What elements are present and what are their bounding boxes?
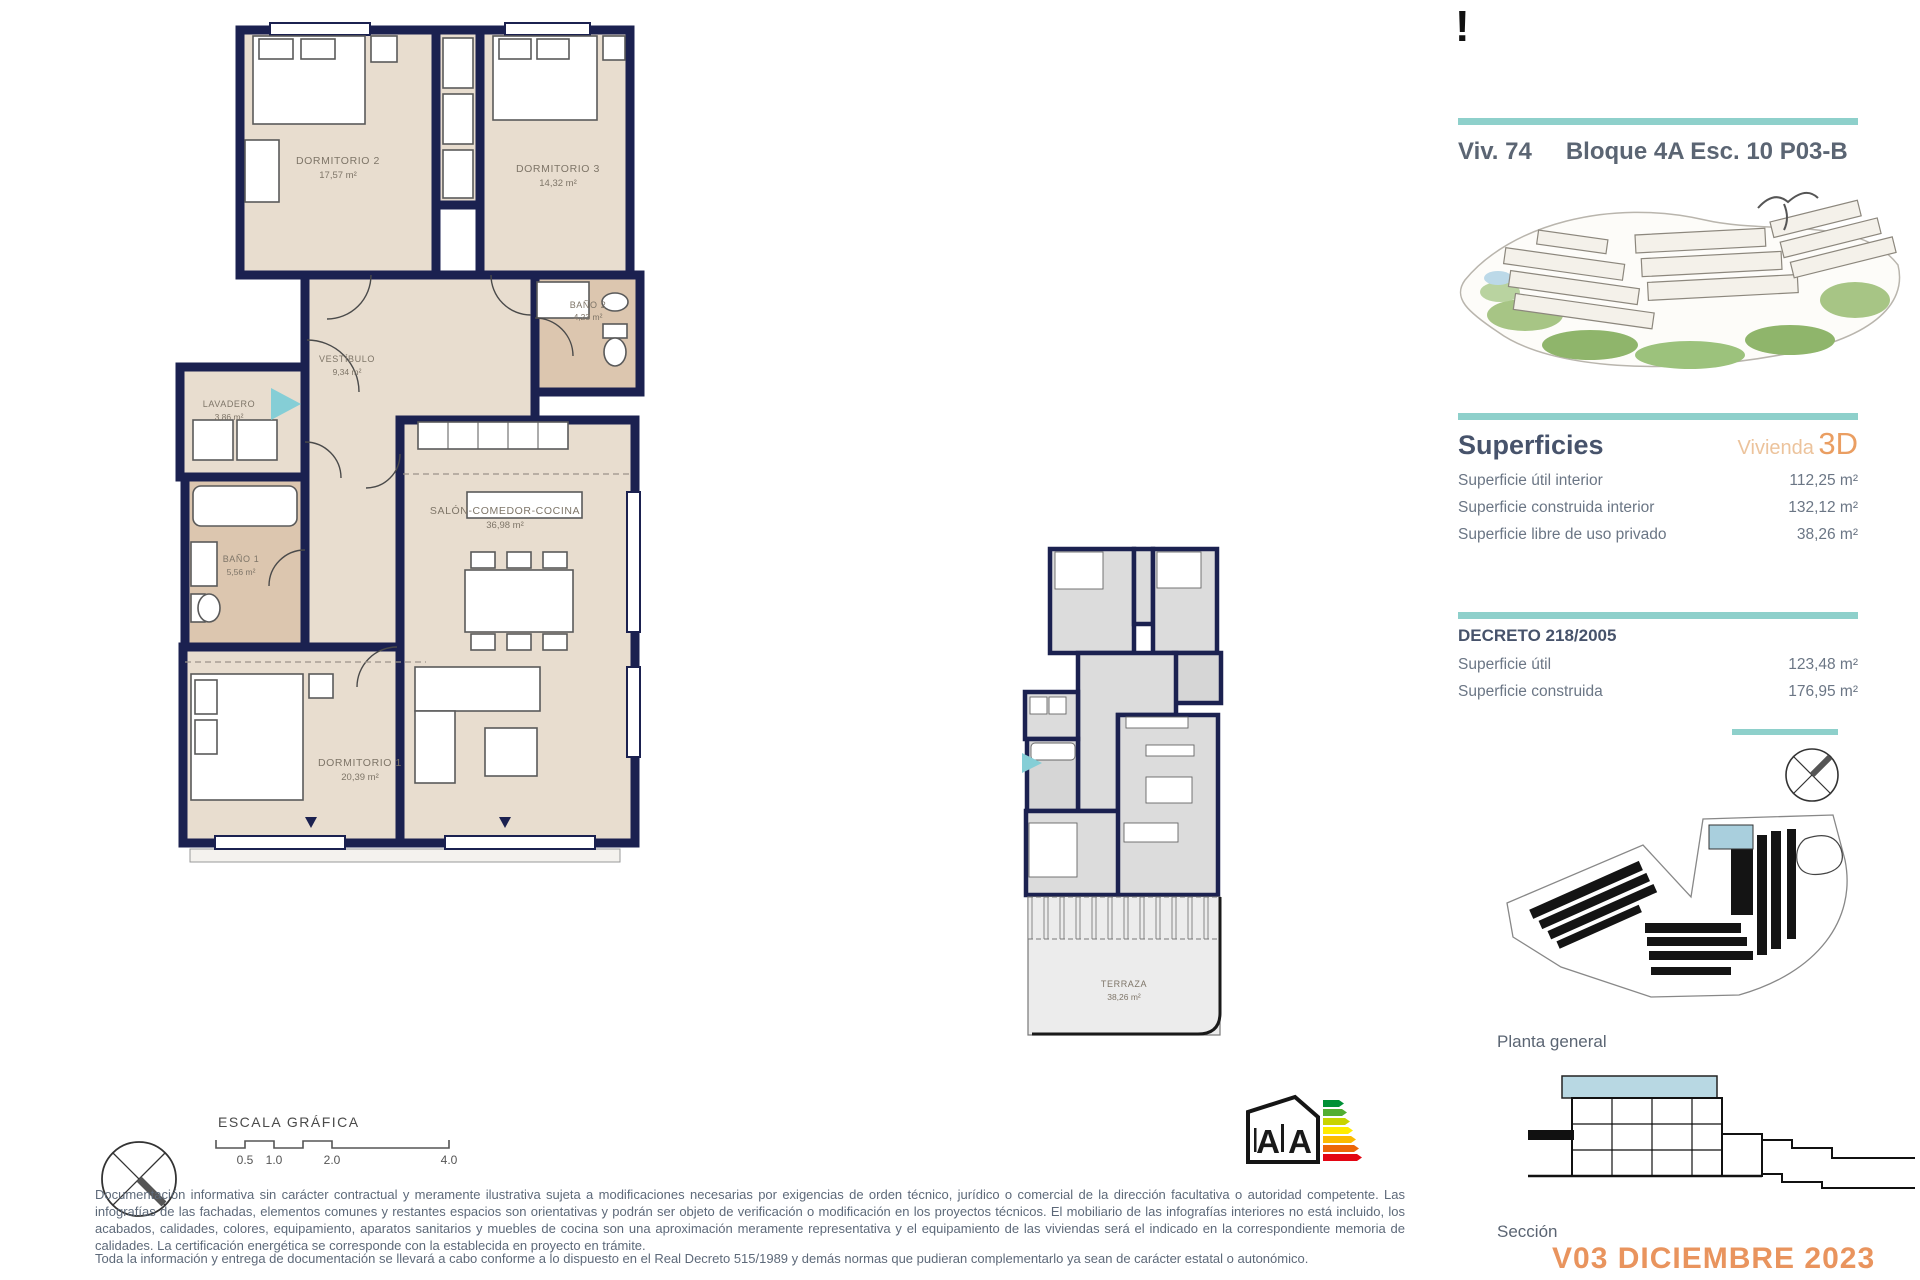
svg-text:LAVADERO: LAVADERO bbox=[202, 399, 256, 409]
toilet bbox=[604, 338, 626, 366]
svg-text:BAÑO 2: BAÑO 2 bbox=[569, 300, 607, 310]
svg-text:4,23 m²: 4,23 m² bbox=[573, 312, 603, 322]
planta-general-label: Planta general bbox=[1497, 1032, 1607, 1051]
svg-text:14,32 m²: 14,32 m² bbox=[539, 178, 577, 189]
svg-text:DORMITORIO 3: DORMITORIO 3 bbox=[515, 163, 601, 175]
superficies-row: Superficie libre de uso privado 38,26 m² bbox=[1458, 526, 1858, 543]
main-floor-plan bbox=[175, 22, 655, 867]
compass-icon bbox=[1782, 745, 1842, 805]
divider-teal-superficies bbox=[1458, 413, 1858, 420]
svg-text:DORMITORIO 1: DORMITORIO 1 bbox=[317, 757, 403, 769]
svg-text:0.5: 0.5 bbox=[236, 1153, 254, 1167]
decreto-row: Superficie útil 123,48 m² bbox=[1458, 656, 1858, 673]
energy-rating-icon bbox=[1243, 1092, 1363, 1170]
superficies-row: Superficie construida interior 132,12 m² bbox=[1458, 499, 1858, 516]
superficies-title: Superficies bbox=[1458, 430, 1604, 460]
svg-text:BAÑO 1: BAÑO 1 bbox=[222, 554, 260, 564]
aerial-render-sketch bbox=[1440, 180, 1920, 390]
pergola-hatch bbox=[1028, 897, 1220, 939]
superficies-row: Superficie útil interior 112,25 m² bbox=[1458, 472, 1858, 489]
highlighted-unit bbox=[1709, 825, 1753, 849]
svg-text:2.0: 2.0 bbox=[323, 1153, 341, 1167]
disclaimer-paragraph-2: Toda la información y entrega de documentación se llevará a cabo conforme a lo dispuesto en el Real Decreto 515/1989 y demás normas que pudieran complementarlo ya sean de carácter estatal o autonómico. bbox=[95, 1251, 1309, 1266]
sofa bbox=[415, 667, 540, 711]
kitchen-counter bbox=[418, 422, 568, 449]
scale-bar bbox=[212, 1132, 462, 1172]
svg-text:38,26 m²: 38,26 m² bbox=[1107, 992, 1141, 1002]
svg-text:5,56 m²: 5,56 m² bbox=[226, 567, 256, 577]
building-body bbox=[1572, 1098, 1722, 1176]
superficies-header bbox=[1458, 426, 1858, 462]
nightstand bbox=[371, 36, 397, 62]
energy-arrows bbox=[1323, 1100, 1362, 1161]
highlighted-floor-slab bbox=[1562, 1076, 1717, 1098]
disclaimer-paragraph-1: Documentación informativa sin carácter contractual y meramente ilustrativa sujeta a modificaciones necesarias por exigencias de orden técnico, jurídico o comercial de la dirección facultativa o autoridad competente. Las infografías de las fachadas, elementos comunes y restantes espacios son orientativas y podrán ser objeto de verificación o modificación en los proyectos técnicos. El mobiliario de las infografías interiores no está incluido, los acabados, calidades, colores, equipamiento, aparatos sanitarios y muebles de cocina son una aproximación meramente representativa y el equipamiento de las viviendas será el indicado en la correspondiente memoria de calidades. La certificación energética se corresponde con la establecida en proyecto en trámite. bbox=[95, 1187, 1405, 1254]
scale-ticks bbox=[237, 1153, 458, 1167]
washer bbox=[193, 420, 233, 460]
dining-table bbox=[465, 570, 573, 632]
svg-text:4.0: 4.0 bbox=[440, 1153, 458, 1167]
decreto-block bbox=[1458, 626, 1858, 710]
svg-text:3,86 m²: 3,86 m² bbox=[214, 412, 244, 422]
version-stamp: V03 DICIEMBRE 2023 bbox=[1552, 1242, 1876, 1275]
logo-fragment: ! bbox=[1455, 2, 1470, 51]
svg-text:SALÓN-COMEDOR-COCINA: SALÓN-COMEDOR-COCINA bbox=[429, 505, 581, 517]
bathtub bbox=[193, 486, 297, 526]
balcony-edge bbox=[190, 849, 620, 862]
decreto-row: Superficie construida 176,95 m² bbox=[1458, 683, 1858, 700]
svg-text:36,98 m²: 36,98 m² bbox=[486, 520, 524, 531]
energy-letter-left: A bbox=[1256, 1123, 1280, 1160]
seccion-label: Sección bbox=[1497, 1222, 1558, 1241]
pool bbox=[1484, 271, 1512, 285]
section-drawing bbox=[1520, 1068, 1915, 1193]
coffee-table bbox=[485, 728, 537, 776]
balcony-stub bbox=[1528, 1130, 1574, 1140]
divider-teal-decreto bbox=[1458, 612, 1858, 619]
key-floor-plan bbox=[1022, 545, 1227, 1050]
unit-number: Viv. 74 bbox=[1458, 138, 1532, 165]
divider-teal-top bbox=[1458, 118, 1858, 125]
badge-3d: 3D bbox=[1818, 426, 1858, 461]
svg-text:DORMITORIO 2: DORMITORIO 2 bbox=[295, 155, 381, 167]
annex bbox=[1722, 1134, 1762, 1176]
svg-text:17,57 m²: 17,57 m² bbox=[319, 170, 357, 181]
svg-text:VESTÍBULO: VESTÍBULO bbox=[319, 354, 375, 364]
block-reference: Bloque 4A Esc. 10 P03-B bbox=[1565, 138, 1848, 165]
unit-header bbox=[1458, 138, 1848, 166]
dryer bbox=[237, 420, 277, 460]
svg-text:9,34 m²: 9,34 m² bbox=[332, 367, 362, 377]
svg-text:20,39 m²: 20,39 m² bbox=[341, 772, 379, 783]
site-plan bbox=[1495, 805, 1895, 1030]
svg-text:TERRAZA: TERRAZA bbox=[1100, 979, 1148, 989]
divider-teal-short bbox=[1732, 729, 1838, 735]
decreto-title: DECRETO 218/2005 bbox=[1458, 626, 1617, 645]
energy-letter-right: A bbox=[1288, 1123, 1312, 1160]
vivienda-label: Vivienda bbox=[1737, 437, 1814, 459]
wardrobe bbox=[245, 140, 279, 202]
superficies-rows bbox=[1458, 472, 1858, 553]
scale-bar-label: ESCALA GRÁFICA bbox=[218, 1114, 360, 1130]
svg-text:1.0: 1.0 bbox=[265, 1153, 283, 1167]
